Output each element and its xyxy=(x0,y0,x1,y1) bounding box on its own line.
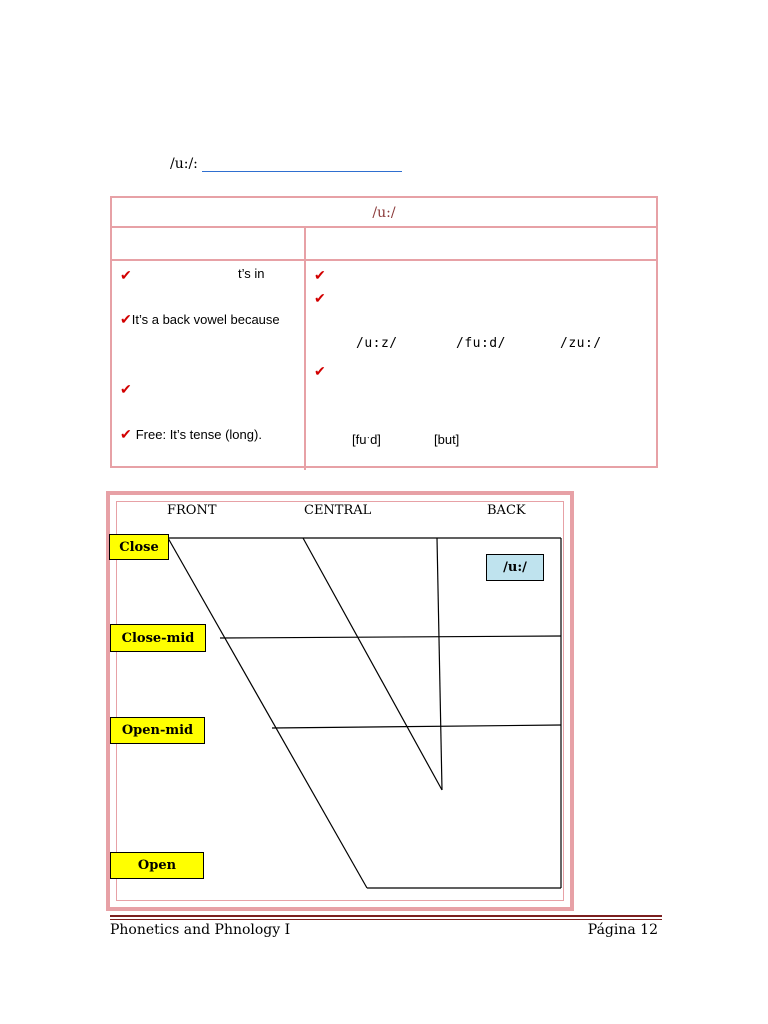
row-tag-open: Open xyxy=(110,852,204,879)
checkmark-icon: ✔ xyxy=(120,312,132,328)
heading-label: /u:/: xyxy=(170,156,198,172)
example-transcription: /zu:/ xyxy=(560,336,602,351)
checkmark-icon: ✔ xyxy=(314,268,326,284)
column-label-front: FRONT xyxy=(167,503,217,518)
left-item-4-text: Free: It’s tense (long). xyxy=(135,427,262,442)
checkmark-icon: ✔ xyxy=(314,364,326,380)
row-tag-open-mid: Open-mid xyxy=(110,717,205,744)
left-item-1-text: t’s in xyxy=(238,266,265,281)
row-tag-close-mid: Close-mid xyxy=(110,624,206,652)
vowel-label: /u:/ xyxy=(486,554,544,581)
footer-rule xyxy=(110,915,662,917)
central-line xyxy=(303,538,442,790)
open-mid-line xyxy=(272,725,561,728)
column-label-central: CENTRAL xyxy=(304,503,372,518)
allophone-transcription: [but] xyxy=(434,432,460,447)
table-title: /u:/ xyxy=(372,205,396,221)
checkmark-icon: ✔ xyxy=(120,268,132,284)
checkmark-icon: ✔ xyxy=(120,382,132,398)
example-transcription: /u:z/ xyxy=(356,336,398,351)
row-tag-close: Close xyxy=(109,534,169,560)
central-back-line xyxy=(437,538,442,790)
checkmark-icon: ✔ xyxy=(314,291,326,307)
front-edge xyxy=(168,538,367,888)
footer-title: Phonetics and Phnology I xyxy=(110,922,291,938)
checkmark-icon: ✔ xyxy=(120,427,132,443)
left-item-2-text: It’s a back vowel because xyxy=(131,312,280,327)
column-label-back: BACK xyxy=(487,503,526,518)
footer-rule xyxy=(110,919,662,920)
page-number: Página 12 xyxy=(587,922,658,938)
allophone-transcription: [fuˑd] xyxy=(352,432,381,447)
close-mid-line xyxy=(220,636,561,638)
example-transcription: /fu:d/ xyxy=(456,336,506,351)
